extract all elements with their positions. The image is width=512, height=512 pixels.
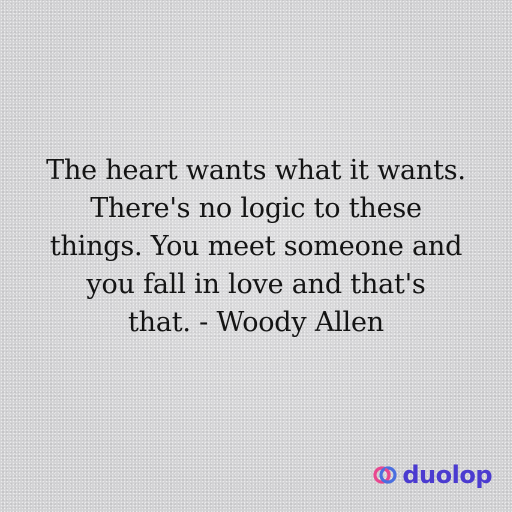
interlocking-rings-icon xyxy=(372,462,398,488)
brand-name: duolop xyxy=(402,461,492,489)
quote-text: The heart wants what it wants. There's no logic to these things. You meet someone and you fall in love and that's that. - Woody Allen xyxy=(46,155,466,338)
brand-watermark xyxy=(372,462,492,488)
quote-container xyxy=(0,152,512,342)
